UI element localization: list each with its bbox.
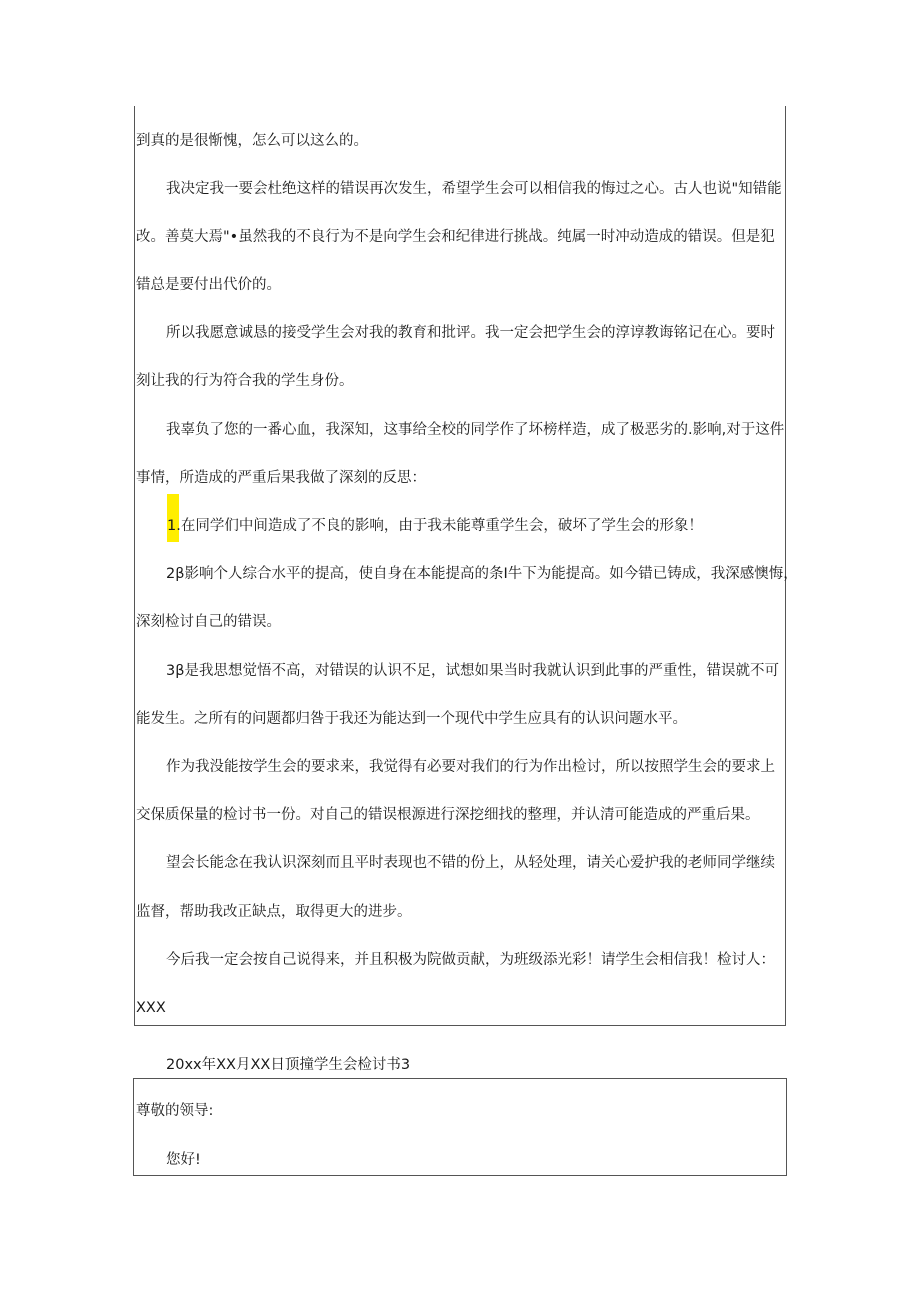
text-line-5: 所以我愿意诚恳的接受学生会对我的教育和批评。我一定会把学生会的淳谆教诲铭记在心。要时: [166, 325, 775, 341]
next-letter-box: [133, 1078, 787, 1176]
date-title: 20xx年XX月XX日顶撞学生会检讨书3: [166, 1057, 411, 1073]
text-line-1: 到真的是很惭愧，怎么可以这么的。: [136, 133, 368, 149]
text-line-17: 今后我一定会按自己说得来，并且积极为院做贡献，为班级添光彩！请学生会相信我！检讨人：: [166, 952, 775, 968]
text-line-8: 事情，所造成的严重后果我做了深刻的反思：: [136, 470, 426, 486]
text-line-13: 作为我没能按学生会的要求来，我觉得有必要对我们的行为作出检讨，所以按照学生会的要求上: [166, 759, 775, 775]
text-line-10: 深刻检讨自己的错误。: [136, 614, 281, 630]
signature-name: XXX: [136, 1000, 166, 1016]
list-item-1: [167, 516, 703, 536]
list-item-3: 3β是我思想觉悟不高，对错误的认识不足，试想如果当时我就认识到此事的严重性，错误就不可: [166, 663, 779, 679]
greeting: 您好!: [166, 1152, 201, 1168]
text-line-4: 错总是要付出代价的。: [136, 277, 281, 293]
list-number-1: 1.: [167, 518, 181, 534]
text-line-16: 监督，帮助我改正缺点，取得更大的进步。: [136, 904, 412, 920]
text-line-2: 我决定我一要会杜绝这样的错误再次发生，希望学生会可以相信我的悔过之心。古人也说"知错能: [166, 181, 782, 197]
list-text-1: 在同学们中间造成了不良的影响，由于我未能尊重学生会，破坏了学生会的形象！: [180, 518, 703, 534]
text-line-7: 我辜负了您的一番心血，我深知，这事给全校的同学作了坏榜样造，成了极恶劣的.影响,对于这件: [166, 422, 785, 438]
text-line-3: 改。善莫大焉"•虽然我的不良行为不是向学生会和纪律进行挑战。纯属一时冲动造成的错误。但是犯: [136, 229, 775, 245]
text-line-12: 能发生。之所有的问题都归咎于我还为能达到一个现代中学生应具有的认识问题水平。: [136, 711, 687, 727]
list-item-2: 2β影响个人综合水平的提高，使自身在本能提高的条I牛下为能提高。如今错已铸成，我深感懊悔，: [166, 566, 798, 582]
text-line-6: 刻让我的行为符合我的学生身份。: [136, 373, 354, 389]
text-line-15: 望会长能念在我认识深刻而且平时表现也不错的份上，从轻处理，请关心爱护我的老师同学继续: [166, 855, 775, 871]
text-line-14: 交保质保量的检讨书一份。对自己的错误根源进行深挖细找的整理，并认清可能造成的严重后果。: [136, 807, 760, 823]
salutation: 尊敬的领导:: [136, 1103, 214, 1119]
